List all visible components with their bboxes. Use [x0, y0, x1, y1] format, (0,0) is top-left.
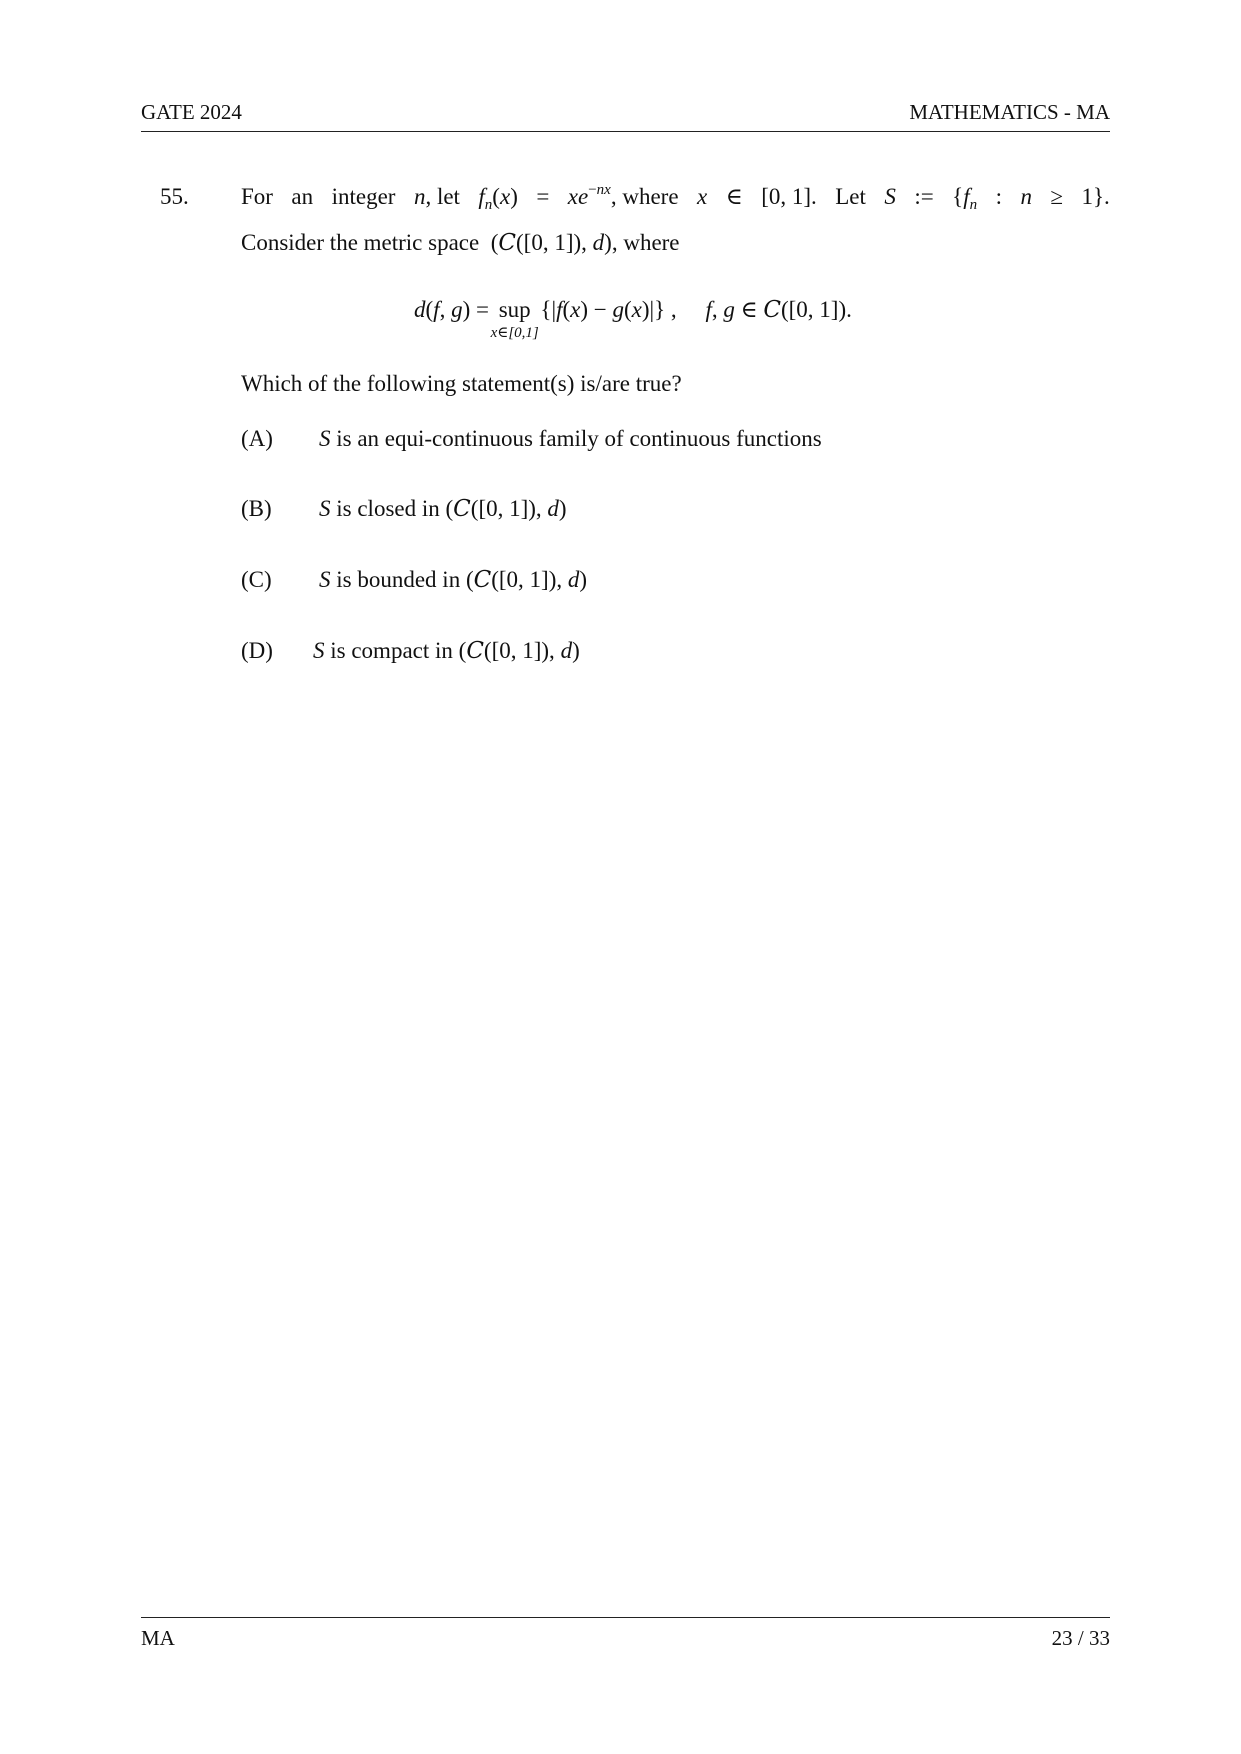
stem-math-eq: = — [536, 184, 550, 209]
option-label: (D) — [241, 638, 273, 663]
stem-text-let: , let — [425, 184, 460, 209]
option-a[interactable]: (A) S is an equi-continuous family of continuous functions — [241, 426, 822, 451]
header-exam-title: GATE 2024 — [141, 100, 242, 124]
stem-math-interval: [0, 1]. — [761, 184, 817, 209]
stem-word: an — [291, 184, 314, 209]
page-footer — [141, 1626, 1110, 1656]
option-label: (A) — [241, 426, 273, 451]
stem-math-set-open: {$f_n$ — [952, 184, 978, 213]
stem-math-space: (C([0, 1]), d) — [484, 230, 612, 256]
sup-subscript: x∈[0,1] — [490, 325, 539, 341]
option-text: is bounded in — [330, 567, 466, 592]
stem-word: For — [241, 184, 273, 209]
option-label: (C) — [241, 567, 272, 592]
stem-text-consider: Consider the metric space — [241, 230, 480, 255]
stem-math-geq: ≥ — [1050, 184, 1064, 209]
header-subject: MATHEMATICS - MA — [909, 100, 1110, 124]
option-text: is closed in — [330, 496, 446, 521]
option-text: is an equi-continuous family of continuous functions — [330, 426, 822, 451]
footer-rule — [141, 1617, 1110, 1618]
footer-subject-code: MA — [141, 1626, 175, 1650]
question-stem-line-2 — [241, 230, 680, 256]
sup-operator: sup x∈[0,1] — [490, 297, 539, 341]
stem-math-n: n, let — [413, 184, 460, 209]
stem-math-n2: n — [1020, 184, 1032, 209]
stem-math-colon: : — [995, 184, 1002, 209]
stem-math-set-close: 1}. — [1081, 184, 1110, 209]
stem-word: integer — [331, 184, 396, 209]
stem-math-S: S — [884, 184, 896, 209]
question-number: 55. — [160, 184, 189, 209]
stem-math-in: ∈ — [725, 184, 743, 209]
option-c[interactable]: (C) S is bounded in (C([0, 1]), d) — [241, 567, 588, 593]
option-d[interactable]: (D) S is compact in (C([0, 1]), d) — [241, 638, 580, 664]
question-prompt: Which of the following statement(s) is/are true? — [241, 371, 682, 396]
stem-text-where: where — [622, 184, 679, 209]
header-rule — [141, 131, 1110, 132]
option-text: is compact in — [324, 638, 459, 663]
stem-math-x: x — [697, 184, 708, 209]
metric-formula: d(f, g) = sup x∈[0,1] {|f(x) − g(x)|} , f, g ∈ C([0, 1]). — [414, 297, 852, 341]
stem-text-let2: Let — [835, 184, 866, 209]
stem-text-where2: , where — [611, 230, 680, 255]
option-label: (B) — [241, 496, 272, 521]
stem-math-fn: $f_n(x)$ — [478, 184, 518, 213]
footer-page-number: 23 / 33 — [1051, 1626, 1110, 1650]
page-header — [141, 100, 1110, 132]
stem-math-xe: $xe^{-nx}$, where — [567, 182, 679, 209]
question-stem-line-1 — [241, 182, 1110, 213]
stem-math-def: := — [914, 184, 934, 209]
option-b[interactable]: (B) S is closed in (C([0, 1]), d) — [241, 496, 567, 522]
